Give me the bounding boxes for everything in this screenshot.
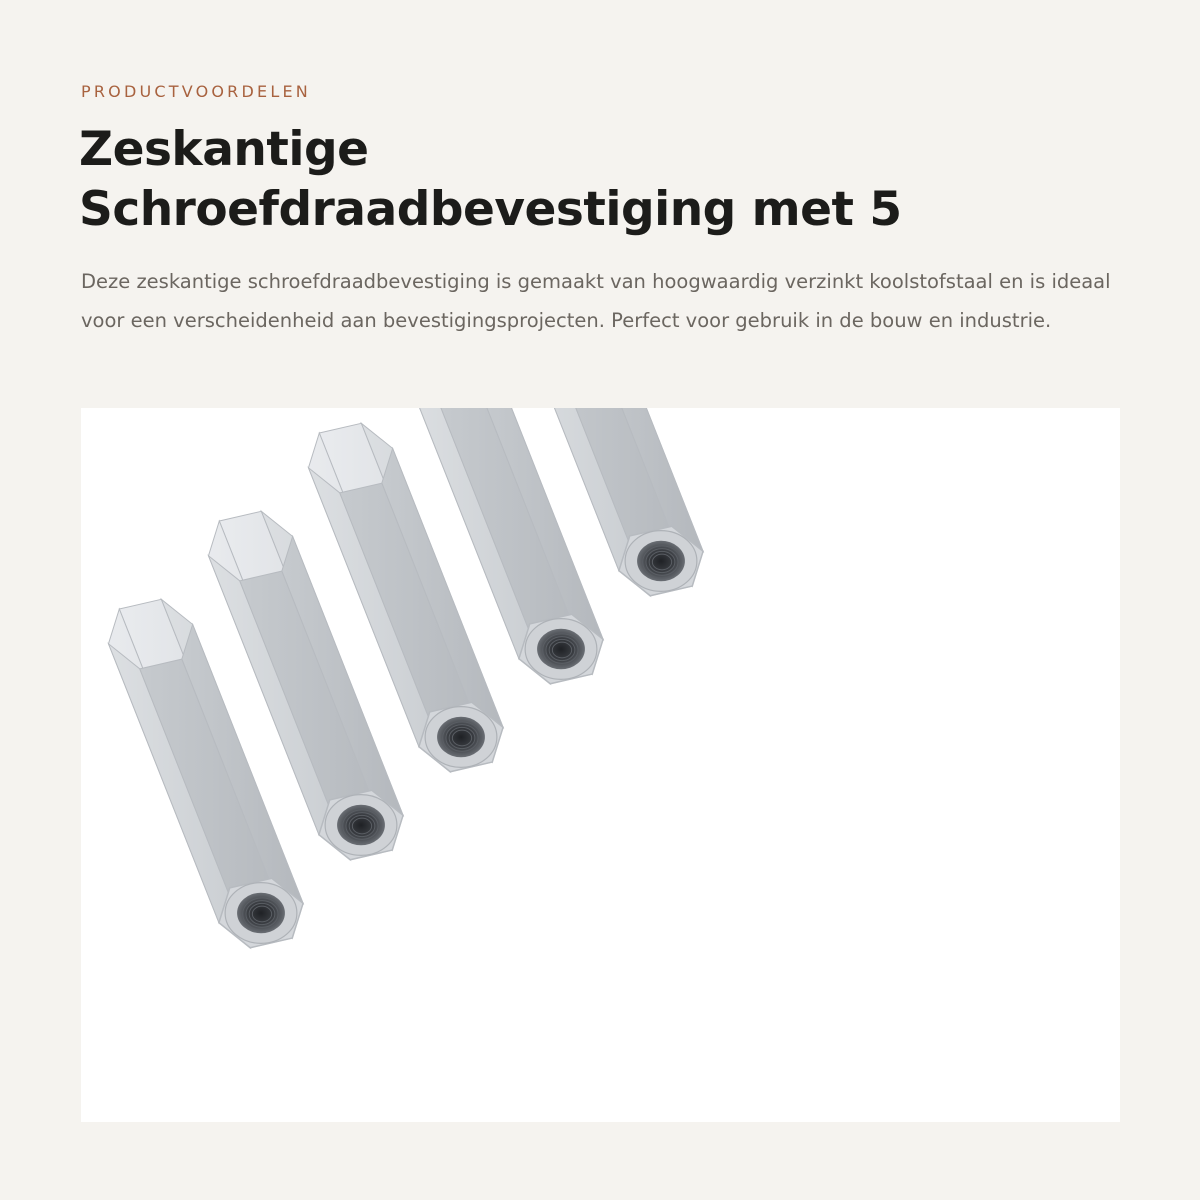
page-title — [79, 120, 1139, 240]
section-eyebrow: PRODUCTVOORDELEN — [81, 82, 311, 101]
product-image — [81, 408, 1120, 1122]
product-description: Deze zeskantige schroefdraadbevestiging is gemaakt van hoogwaardig verzinkt koolstofstaal en is ideaal voor een verscheidenheid aan bevestigingsprojecten. Perfect voor gebruik in de bouw en industrie. — [81, 270, 1111, 332]
title-line-2: Schroefdraadbevestiging met 5 — [79, 182, 902, 237]
hex-nuts-illustration — [81, 408, 1120, 1122]
title-line-1: Zeskantige — [79, 122, 369, 177]
